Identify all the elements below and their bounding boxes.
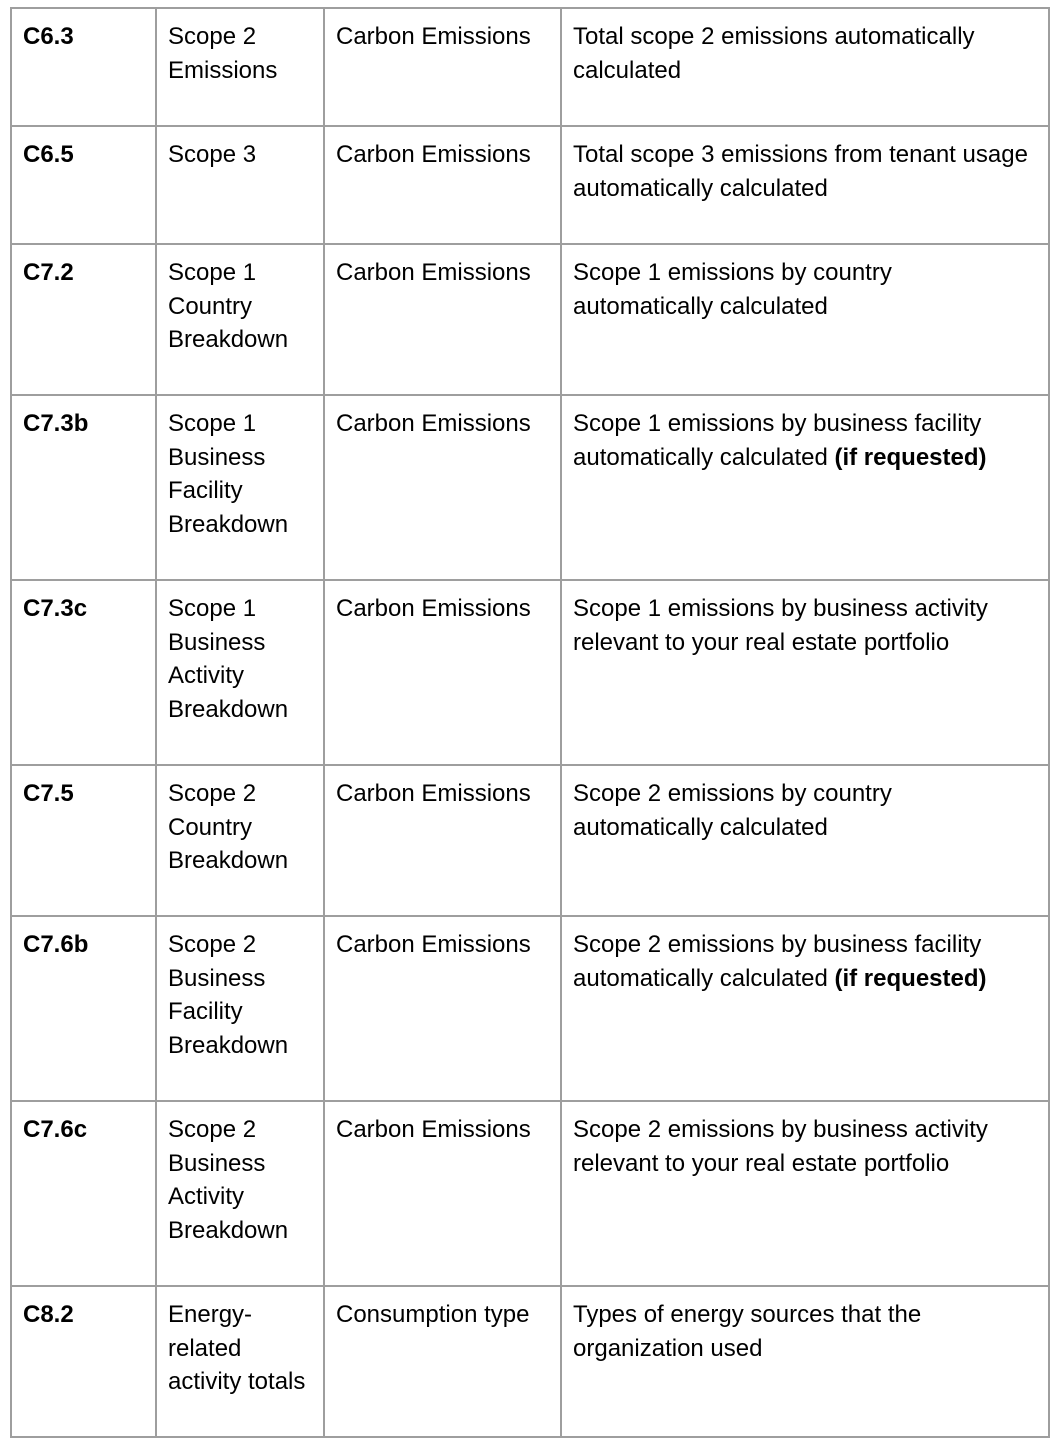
category: Carbon Emissions — [324, 395, 561, 580]
item-name: Scope 2 Business Facility Breakdown — [156, 916, 324, 1101]
item-name: Scope 2 Business Activity Breakdown — [156, 1101, 324, 1286]
description — [561, 1101, 1049, 1286]
table-row — [11, 126, 1049, 244]
description-emphasis: (if requested) — [834, 964, 987, 992]
table-row — [11, 1286, 1049, 1437]
question-code: C7.6c — [11, 1101, 156, 1286]
description-text: Scope 1 emissions by country automatically calculated — [573, 259, 892, 320]
table-row — [11, 244, 1049, 395]
description — [561, 580, 1049, 765]
description-text: Scope 2 emissions by business facility automatically calculated — [573, 931, 982, 992]
table-row — [11, 916, 1049, 1101]
question-code: C7.3b — [11, 395, 156, 580]
item-name: Scope 2 Emissions — [156, 8, 324, 126]
question-code: C6.3 — [11, 8, 156, 126]
description-text: Types of energy sources that the organization used — [573, 1301, 922, 1362]
table-row — [11, 580, 1049, 765]
description-text: Scope 2 emissions by business activity relevant to your real estate portfolio — [573, 1116, 988, 1177]
description — [561, 916, 1049, 1101]
item-name: Scope 1 Business Activity Breakdown — [156, 580, 324, 765]
table-row — [11, 8, 1049, 126]
question-code: C7.6b — [11, 916, 156, 1101]
description-text: Total scope 2 emissions automatically calculated — [573, 23, 975, 84]
description — [561, 395, 1049, 580]
description — [561, 126, 1049, 244]
category: Carbon Emissions — [324, 1101, 561, 1286]
description-text: Total scope 3 emissions from tenant usage automatically calculated — [573, 141, 1028, 202]
question-code: C8.2 — [11, 1286, 156, 1437]
table-row — [11, 395, 1049, 580]
question-code: C7.5 — [11, 765, 156, 916]
category: Carbon Emissions — [324, 580, 561, 765]
category: Carbon Emissions — [324, 765, 561, 916]
item-name: Energy-related activity totals — [156, 1286, 324, 1437]
mapping-table — [10, 7, 1050, 1438]
item-name: Scope 1 Business Facility Breakdown — [156, 395, 324, 580]
category: Carbon Emissions — [324, 916, 561, 1101]
category: Consumption type — [324, 1286, 561, 1437]
category: Carbon Emissions — [324, 8, 561, 126]
description-text: Scope 1 emissions by business facility automatically calculated — [573, 410, 982, 471]
item-name: Scope 1 Country Breakdown — [156, 244, 324, 395]
item-name: Scope 3 — [156, 126, 324, 244]
question-code: C7.2 — [11, 244, 156, 395]
table-row — [11, 765, 1049, 916]
description — [561, 1286, 1049, 1437]
question-code: C6.5 — [11, 126, 156, 244]
question-code: C7.3c — [11, 580, 156, 765]
category: Carbon Emissions — [324, 126, 561, 244]
description-emphasis: (if requested) — [834, 443, 987, 471]
description — [561, 765, 1049, 916]
description-text: Scope 1 emissions by business activity relevant to your real estate portfolio — [573, 595, 988, 656]
description — [561, 8, 1049, 126]
description-text: Scope 2 emissions by country automatically calculated — [573, 780, 892, 841]
category: Carbon Emissions — [324, 244, 561, 395]
description — [561, 244, 1049, 395]
item-name: Scope 2 Country Breakdown — [156, 765, 324, 916]
table-row — [11, 1101, 1049, 1286]
